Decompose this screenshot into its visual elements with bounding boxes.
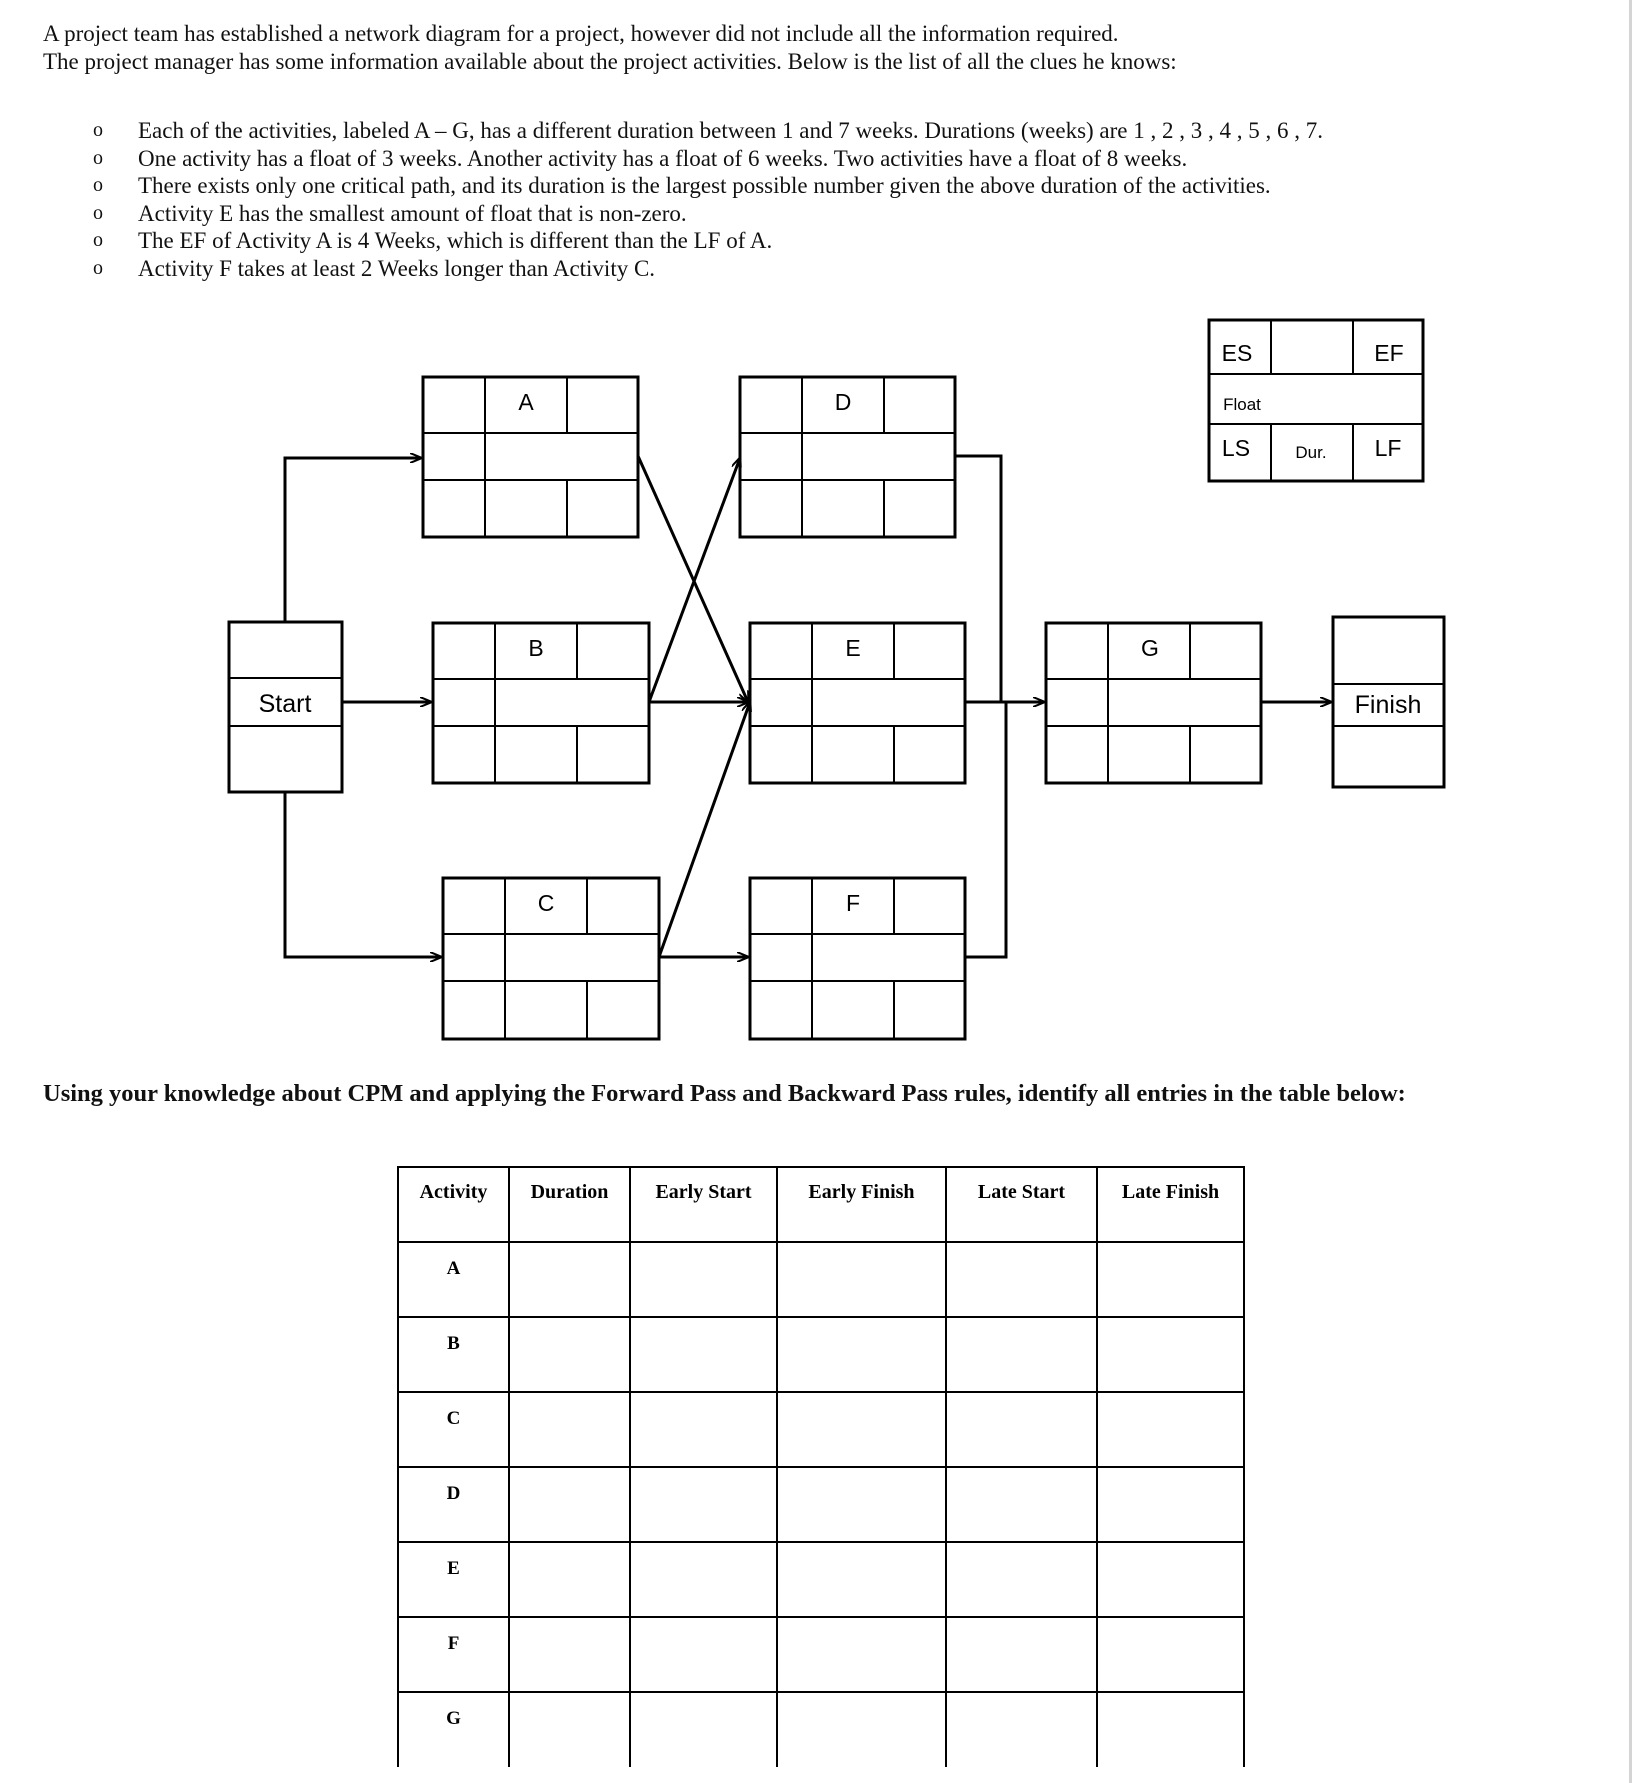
table-row	[398, 1542, 1244, 1617]
early-finish-input-cell[interactable]	[777, 1542, 946, 1617]
late-finish-input-cell[interactable]	[1097, 1467, 1244, 1542]
arrow-d-g	[955, 456, 1001, 702]
arrow-a-e	[638, 456, 748, 702]
early-start-input-cell[interactable]	[630, 1617, 777, 1692]
clue-text: There exists only one critical path, and its duration is the largest possible number given the above duration of the activities.	[138, 173, 1271, 199]
early-finish-input-cell[interactable]	[777, 1467, 946, 1542]
node-b-label: B	[528, 635, 544, 661]
late-start-input-cell[interactable]	[946, 1242, 1097, 1317]
clue-text: Activity E has the smallest amount of float that is non-zero.	[138, 200, 687, 226]
node-g-label: G	[1141, 635, 1159, 661]
late-finish-input-cell[interactable]	[1097, 1242, 1244, 1317]
early-start-input-cell[interactable]	[630, 1392, 777, 1467]
late-start-input-cell[interactable]	[946, 1317, 1097, 1392]
node-finish-label: Finish	[1354, 691, 1422, 719]
activity-cell: A	[398, 1242, 509, 1317]
early-start-input-cell[interactable]	[630, 1542, 777, 1617]
node-start-label: Start	[258, 690, 312, 718]
early-start-input-cell[interactable]	[630, 1467, 777, 1542]
legend-ls: LS	[1221, 435, 1251, 461]
header-activity: Activity	[398, 1167, 509, 1242]
node-e-label: E	[845, 635, 861, 661]
activity-cell: C	[398, 1392, 509, 1467]
bullet-icon: o	[93, 119, 103, 141]
node-d-label: D	[834, 389, 852, 415]
activity-cell: F	[398, 1617, 509, 1692]
instruction-text: Using your knowledge about CPM and applying the Forward Pass and Backward Pass rules, identify all entries in the table below:	[43, 1080, 1406, 1107]
early-finish-input-cell[interactable]	[777, 1392, 946, 1467]
clue-text: One activity has a float of 3 weeks. Another activity has a float of 6 weeks. Two activities have a float of 8 weeks.	[138, 145, 1188, 171]
intro-line-2: The project manager has some information available about the project activities. Below is the list of all the clues he knows:	[43, 49, 1177, 74]
early-finish-input-cell[interactable]	[777, 1317, 946, 1392]
late-finish-input-cell[interactable]	[1097, 1542, 1244, 1617]
arrow-c-e	[659, 702, 750, 957]
late-start-input-cell[interactable]	[946, 1692, 1097, 1767]
late-finish-input-cell[interactable]	[1097, 1617, 1244, 1692]
late-start-input-cell[interactable]	[946, 1617, 1097, 1692]
legend-ef: EF	[1374, 340, 1404, 366]
arrow-start-a	[285, 458, 421, 622]
bullet-icon: o	[93, 256, 103, 279]
early-start-input-cell[interactable]	[630, 1692, 777, 1767]
table-row	[398, 1467, 1244, 1542]
clue-text: Each of the activities, labeled A – G, has a different duration between 1 and 7 weeks. Durations (weeks) are 1 , 2 , 3 , 4 , 5 , 6 , 7.	[138, 118, 1324, 143]
early-start-input-cell[interactable]	[630, 1317, 777, 1392]
header-late-finish: Late Finish	[1097, 1167, 1244, 1242]
legend-es: ES	[1221, 340, 1253, 366]
early-start-input-cell[interactable]	[630, 1242, 777, 1317]
arrow-start-c	[285, 792, 441, 957]
activity-cell: B	[398, 1317, 509, 1392]
bullet-icon: o	[93, 229, 103, 252]
duration-input-cell[interactable]	[509, 1692, 630, 1767]
duration-input-cell[interactable]	[509, 1392, 630, 1467]
activity-cell: D	[398, 1467, 509, 1542]
node-f-label: F	[845, 890, 861, 916]
page-edge-scrollbar	[1629, 0, 1632, 1783]
table-row	[398, 1242, 1244, 1317]
legend-dur: Dur.	[1295, 443, 1327, 462]
header-late-start: Late Start	[946, 1167, 1097, 1242]
bullet-icon: o	[93, 201, 103, 224]
activity-cell: G	[398, 1692, 509, 1767]
node-a-label: A	[518, 389, 534, 415]
activity-cell: E	[398, 1542, 509, 1617]
header-early-finish: Early Finish	[777, 1167, 946, 1242]
header-duration: Duration	[509, 1167, 630, 1242]
legend-float: Float	[1223, 395, 1261, 414]
duration-input-cell[interactable]	[509, 1317, 630, 1392]
arrow-f-g	[965, 702, 1006, 957]
bullet-icon: o	[93, 174, 103, 197]
late-finish-input-cell[interactable]	[1097, 1692, 1244, 1767]
header-early-start: Early Start	[630, 1167, 777, 1242]
late-start-input-cell[interactable]	[946, 1542, 1097, 1617]
early-finish-input-cell[interactable]	[777, 1692, 946, 1767]
node-c-label: C	[537, 890, 555, 916]
late-start-input-cell[interactable]	[946, 1392, 1097, 1467]
early-finish-input-cell[interactable]	[777, 1242, 946, 1317]
answer-table	[397, 1166, 1245, 1767]
table-row	[398, 1317, 1244, 1392]
duration-input-cell[interactable]	[509, 1617, 630, 1692]
late-finish-input-cell[interactable]	[1097, 1392, 1244, 1467]
late-start-input-cell[interactable]	[946, 1467, 1097, 1542]
duration-input-cell[interactable]	[509, 1242, 630, 1317]
table-row	[398, 1392, 1244, 1467]
legend-lf: LF	[1374, 435, 1402, 461]
early-finish-input-cell[interactable]	[777, 1617, 946, 1692]
bullet-icon: o	[93, 146, 103, 169]
duration-input-cell[interactable]	[509, 1542, 630, 1617]
late-finish-input-cell[interactable]	[1097, 1317, 1244, 1392]
table-row	[398, 1617, 1244, 1692]
clue-text: Activity F takes at least 2 Weeks longer than Activity C.	[138, 255, 656, 281]
duration-input-cell[interactable]	[509, 1467, 630, 1542]
table-header-row	[398, 1167, 1244, 1242]
clue-text: The EF of Activity A is 4 Weeks, which is different than the LF of A.	[138, 228, 773, 254]
arrow-b-d	[649, 458, 740, 702]
intro-line-1: A project team has established a network diagram for a project, however did not include all the information required.	[43, 21, 1119, 46]
table-row	[398, 1692, 1244, 1767]
